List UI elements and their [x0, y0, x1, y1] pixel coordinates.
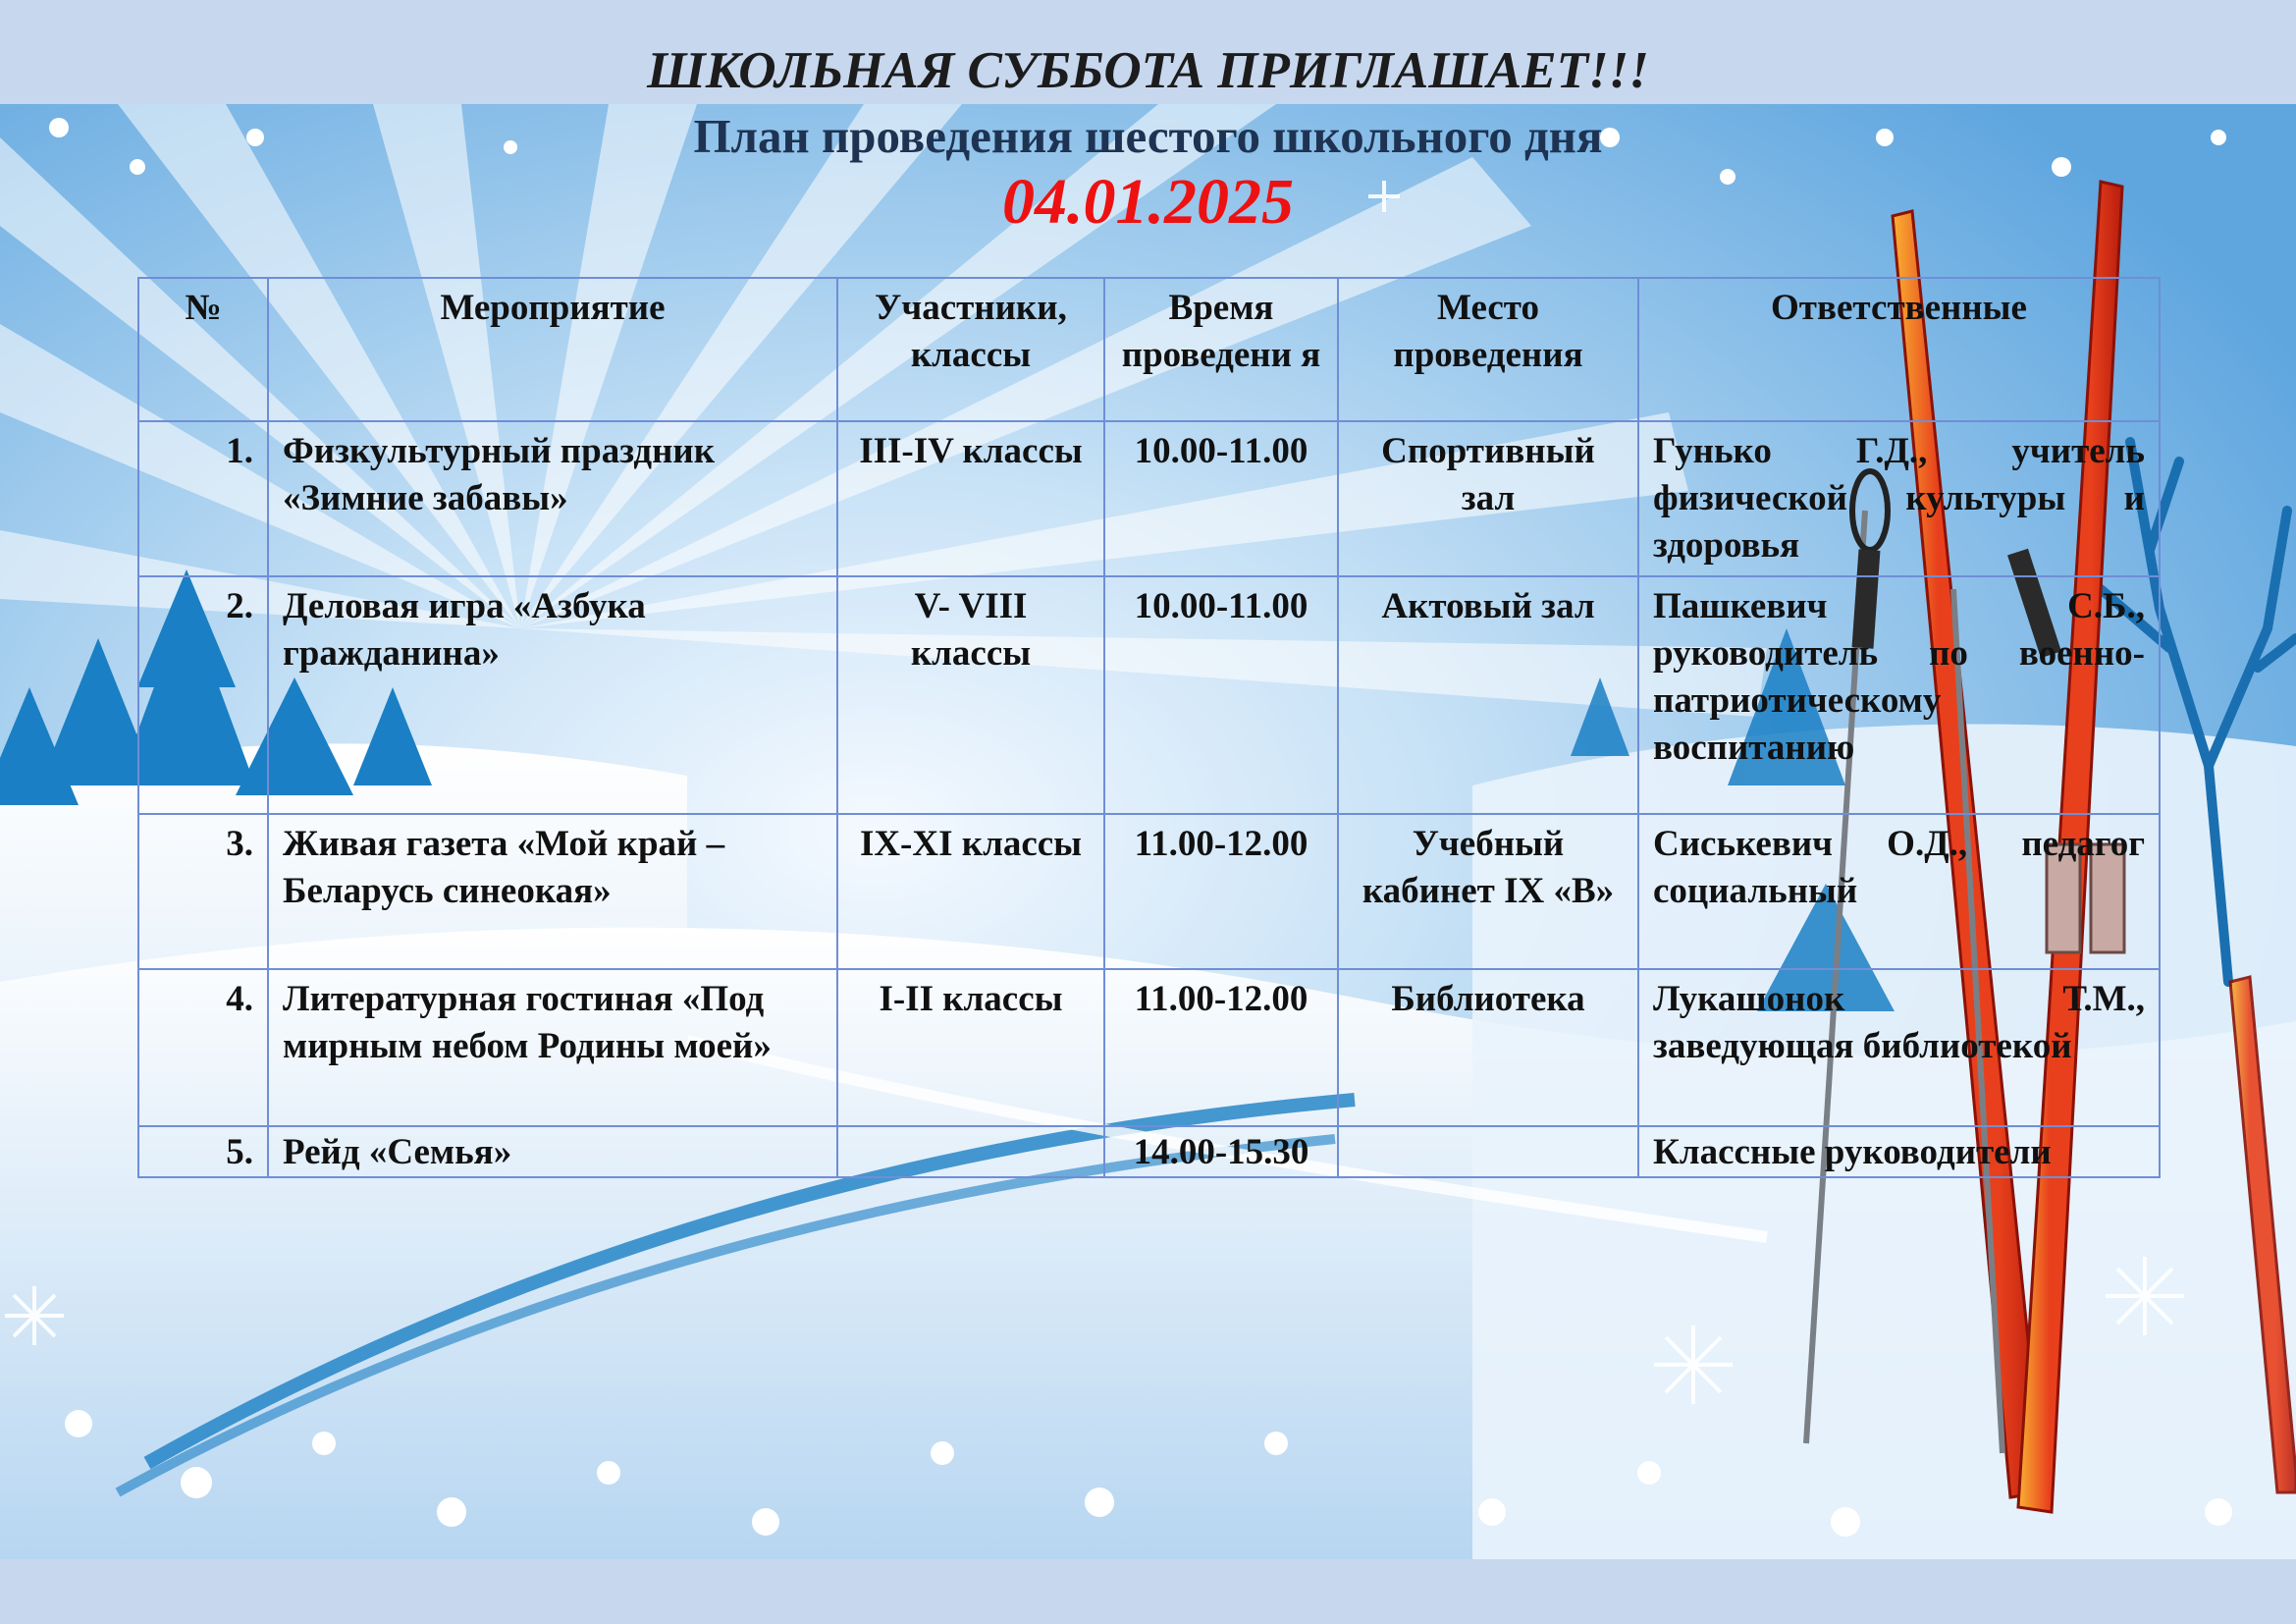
place-cell: Учебный кабинет IX «В» — [1338, 814, 1638, 969]
table-row — [138, 814, 2160, 969]
place-cell: Спортивный зал — [1338, 421, 1638, 576]
row-number: 5. — [138, 1126, 268, 1177]
event-cell: Деловая игра «Азбука гражданина» — [268, 576, 837, 814]
responsible-cell: Лукашонок Т.М., заведующая библиотекой — [1638, 969, 2160, 1126]
participants-cell: IX-XI классы — [837, 814, 1104, 969]
place-cell: Актовый зал — [1338, 576, 1638, 814]
table-row — [138, 576, 2160, 814]
row-number: 1. — [138, 421, 268, 576]
time-cell: 10.00-11.00 — [1104, 421, 1338, 576]
row-number: 3. — [138, 814, 268, 969]
responsible-cell: Пашкевич С.Б., руководитель по военно-патриотическому воспитанию — [1638, 576, 2160, 814]
schedule-table — [137, 277, 2161, 1178]
participants-cell — [837, 1126, 1104, 1177]
event-date: 04.01.2025 — [1002, 166, 1294, 238]
place-cell — [1338, 1126, 1638, 1177]
table-header-row — [138, 278, 2160, 421]
table-row — [138, 1126, 2160, 1177]
row-number: 2. — [138, 576, 268, 814]
time-cell: 11.00-12.00 — [1104, 814, 1338, 969]
event-cell: Живая газета «Мой край – Беларусь синеокая» — [268, 814, 837, 969]
time-cell: 11.00-12.00 — [1104, 969, 1338, 1126]
responsible-cell: Сиськевич О.Д., педагог социальный — [1638, 814, 2160, 969]
participants-cell: I-II классы — [837, 969, 1104, 1126]
header-place: Место проведения — [1338, 278, 1638, 421]
header-event: Мероприятие — [268, 278, 837, 421]
participants-cell: V- VIII классы — [837, 576, 1104, 814]
responsible-cell: Классные руководители — [1638, 1126, 2160, 1177]
event-cell: Физкультурный праздник «Зимние забавы» — [268, 421, 837, 576]
event-cell: Рейд «Семья» — [268, 1126, 837, 1177]
header-participants: Участники, классы — [837, 278, 1104, 421]
table-row — [138, 969, 2160, 1126]
place-cell: Библиотека — [1338, 969, 1638, 1126]
responsible-cell: Гунько Г.Д., учитель физической культуры и здоровья — [1638, 421, 2160, 576]
header-responsible: Ответственные — [1638, 278, 2160, 421]
table-row — [138, 421, 2160, 576]
time-cell: 14.00-15.30 — [1104, 1126, 1338, 1177]
invitation-title: ШКОЛЬНАЯ СУББОТА ПРИГЛАШАЕТ!!! — [647, 42, 1649, 99]
time-cell: 10.00-11.00 — [1104, 576, 1338, 814]
event-cell: Литературная гостиная «Под мирным небом Родины моей» — [268, 969, 837, 1126]
header-number: № — [138, 278, 268, 421]
header-time: Время проведени я — [1104, 278, 1338, 421]
participants-cell: III-IV классы — [837, 421, 1104, 576]
plan-title: План проведения шестого школьного дня — [693, 109, 1603, 163]
row-number: 4. — [138, 969, 268, 1126]
